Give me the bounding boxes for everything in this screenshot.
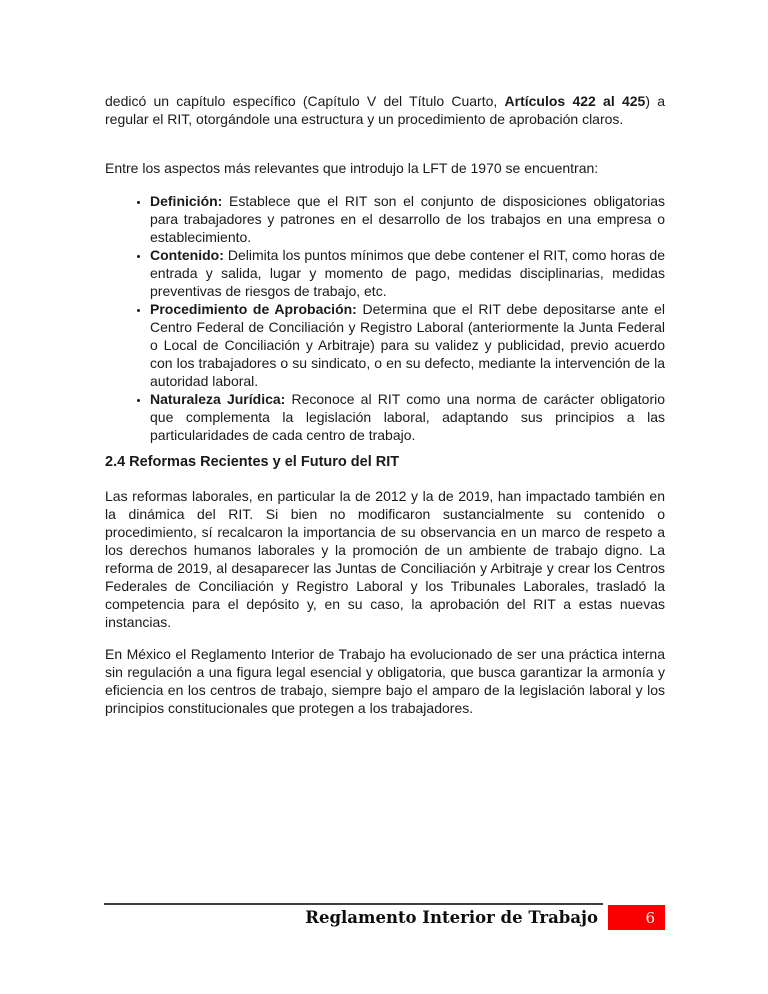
bold-text-run: Definición: (150, 193, 230, 209)
text-run: dedicó un capítulo específico (Capítulo V del Título Cuarto, (105, 93, 505, 109)
footer-title: Reglamento Interior de Trabajo (305, 908, 598, 927)
page-number-badge (608, 905, 665, 930)
lead-in-paragraph (105, 159, 665, 177)
bold-text-run: 2.4 Reformas Recientes y el Futuro del RIT (105, 454, 400, 470)
bold-text-run: Artículos 422 al 425 (504, 93, 646, 109)
text-run: Entre los aspectos más relevantes que introdujo la LFT de 1970 se encuentran: (105, 160, 599, 176)
bold-text-run: Contenido: (150, 247, 228, 263)
reforms-paragraph (105, 487, 665, 631)
text-run: Establece que el RIT son el conjunto de disposiciones obligatorias para trabajadores y patrones en el desarrollo de los trabajos en una empresa o establecimiento. (150, 193, 665, 245)
page-footer (305, 905, 665, 930)
evolution-paragraph (105, 645, 665, 717)
lft-aspects-list (105, 192, 665, 444)
page-number: 6 (645, 908, 655, 927)
list-item (150, 246, 665, 300)
intro-paragraph (105, 92, 665, 128)
list-item (150, 390, 665, 444)
list-item (150, 300, 665, 390)
text-run: En México el Reglamento Interior de Trabajo ha evolucionado de ser una práctica interna sin regulación a una figura legal esencial y obligatoria, que busca garantizar la armonía y eficiencia en los centros de trabajo, siempre bajo el amparo de la legislación laboral y los principios constitucionales que protegen a los trabajadores. (105, 646, 665, 716)
text-run: Determina que el RIT debe depositarse ante el Centro Federal de Conciliación y Registro Laboral (anteriormente la Junta Federal o Local de Conciliación y Arbitraje) para su validez y publicidad, previo acuerdo con los trabajadores o su sindicato, o en su defecto, mediante la intervención de la autoridad laboral. (150, 301, 666, 389)
text-run: Las reformas laborales, en particular la de 2012 y la de 2019, han impactado también en la dinámica del RIT. Si bien no modificaron sustancialmente su contenido o procedimiento, sí recalcaron la importancia de su observancia en un marco de respeto a los derechos humanos laborales y la promoción de un ambiente de trabajo digno. La reforma de 2019, al desaparecer las Juntas de Conciliación y Arbitraje y crear los Centros Federales de Conciliación y Registro Laboral y los Tribunales Laborales, trasladó la competencia para el depósito y, en su caso, la aprobación del RIT a estas nuevas instancias. (105, 488, 665, 630)
bold-text-run: Procedimiento de Aprobación: (150, 301, 363, 317)
section-heading (105, 453, 665, 471)
bold-text-run: Naturaleza Jurídica: (150, 391, 292, 407)
text-run: ) a regular el RIT, otorgándole una estructura y un procedimiento de aprobación claros. (105, 93, 665, 127)
text-run: Delimita los puntos mínimos que debe contener el RIT, como horas de entrada y salida, lugar y momento de pago, medidas disciplinarias, medidas preventivas de riesgos de trabajo, etc. (150, 247, 665, 299)
list-item (150, 192, 665, 246)
text-run: Reconoce al RIT como una norma de carácter obligatorio que complementa la legislación laboral, adaptando sus principios a las particularidades de cada centro de trabajo. (150, 391, 666, 443)
